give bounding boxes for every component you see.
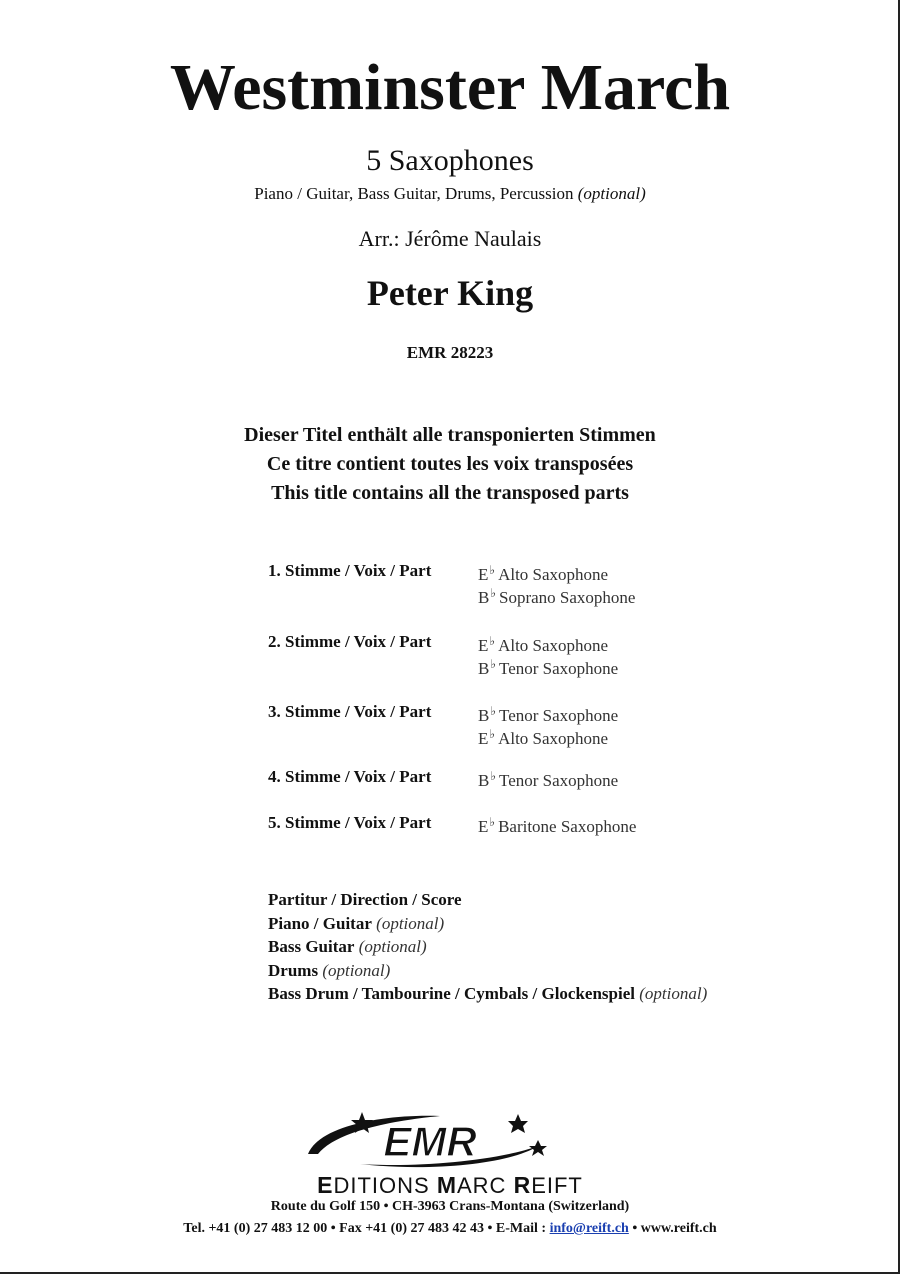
part-label: 2. Stimme / Voix / Part [268, 632, 432, 651]
instrument-name: Tenor Saxophone [499, 659, 619, 678]
instrumentation [0, 184, 900, 204]
instrument-key: B [478, 771, 490, 790]
transposed-notice-de: Dieser Titel enthält alle transponierten Stimmen [244, 424, 656, 446]
transposed-notice-en: This title contains all the transposed parts [271, 482, 629, 504]
flat-icon: ♭ [490, 704, 497, 718]
score-item-name: Drums [268, 960, 319, 980]
score-item-name: Partitur / Direction / Score [268, 890, 462, 909]
instrument-line [478, 702, 618, 725]
composer: Peter King [366, 273, 534, 313]
contact-text: Tel. +41 (0) 27 483 12 00 • Fax +41 (0) 27 483 42 43 • E-Mail : [183, 1221, 550, 1236]
logo-text: EMR [383, 1118, 477, 1165]
flat-icon: ♭ [489, 727, 496, 741]
instrument-key: B [478, 659, 490, 678]
flat-icon: ♭ [489, 634, 496, 648]
score-item-name: Bass Guitar [268, 937, 355, 956]
transposed-notice-fr: Ce titre contient toutes les voix transposées [266, 453, 634, 475]
part-label: 5. Stimme / Voix / Part [268, 813, 432, 832]
flat-icon: ♭ [490, 586, 497, 600]
part-instruments [478, 561, 635, 607]
instrument-line [478, 767, 618, 790]
part-label: 3. Stimme / Voix / Part [268, 702, 432, 721]
score-item-optional: (optional) [639, 984, 708, 1003]
score-item-name: Bass Drum / Tambourine / Cymbals / Glockenspiel [268, 984, 635, 1003]
instrumentation-optional: (optional) [577, 184, 646, 203]
instrumentation-text: Piano / Guitar, Bass Guitar, Drums, Percussion [254, 184, 574, 203]
transposed-notice [0, 421, 900, 508]
score-item-name: Piano / Guitar [268, 913, 372, 933]
instrument-name: Baritone Saxophone [498, 817, 637, 836]
piece-title: Westminster March [169, 51, 731, 124]
score-item-optional: (optional) [376, 913, 445, 933]
flat-icon: ♭ [490, 657, 497, 671]
ensemble: 5 Saxophones [366, 144, 534, 177]
instrument-name: Tenor Saxophone [499, 771, 619, 790]
score-item [268, 959, 707, 983]
flat-icon: ♭ [490, 769, 497, 783]
instrument-key: E [478, 729, 489, 748]
part-label: 4. Stimme / Voix / Part [268, 767, 432, 786]
instrument-line [478, 725, 618, 748]
instrument-key: E [478, 565, 489, 584]
part-label: 1. Stimme / Voix / Part [268, 561, 432, 580]
flat-icon: ♭ [489, 563, 496, 577]
instrument-name: Alto Saxophone [498, 636, 609, 655]
instrument-line [478, 584, 635, 607]
arranger: Arr.: Jérôme Naulais [358, 226, 542, 251]
part-instruments [478, 813, 636, 836]
score-item-optional: (optional) [322, 960, 391, 980]
instrument-name: Alto Saxophone [498, 565, 609, 584]
part-instruments [478, 632, 618, 678]
score-item [268, 935, 707, 959]
email-link[interactable]: info@reift.ch [549, 1221, 629, 1236]
instrument-name: Tenor Saxophone [499, 706, 619, 725]
part-instruments [478, 767, 618, 790]
instrument-name: Soprano Saxophone [499, 588, 636, 607]
score-item-optional: (optional) [358, 937, 427, 956]
website-text: • www.reift.ch [628, 1221, 717, 1236]
instrument-line [478, 813, 636, 836]
scores-list [268, 888, 707, 1006]
instrument-key: B [478, 588, 490, 607]
instrument-line [478, 632, 618, 655]
part-instruments [478, 702, 618, 748]
instrument-key: E [478, 636, 489, 655]
instrument-key: B [478, 706, 490, 725]
instrument-key: E [478, 817, 489, 836]
instrument-name: Alto Saxophone [498, 729, 609, 748]
instrument-line [478, 655, 618, 678]
publisher-name: EDITIONS MARC REIFT [317, 1172, 583, 1198]
publisher-address: Route du Golf 150 • CH-3963 Crans-Montana (Switzerland) [270, 1199, 630, 1214]
flat-icon: ♭ [489, 815, 496, 829]
score-item [268, 888, 707, 912]
score-item [268, 912, 707, 936]
catalog-number: EMR 28223 [406, 343, 494, 362]
score-item [268, 982, 707, 1006]
publisher-contact [0, 1221, 900, 1237]
emr-logo [300, 1106, 560, 1176]
instrument-line [478, 561, 635, 584]
